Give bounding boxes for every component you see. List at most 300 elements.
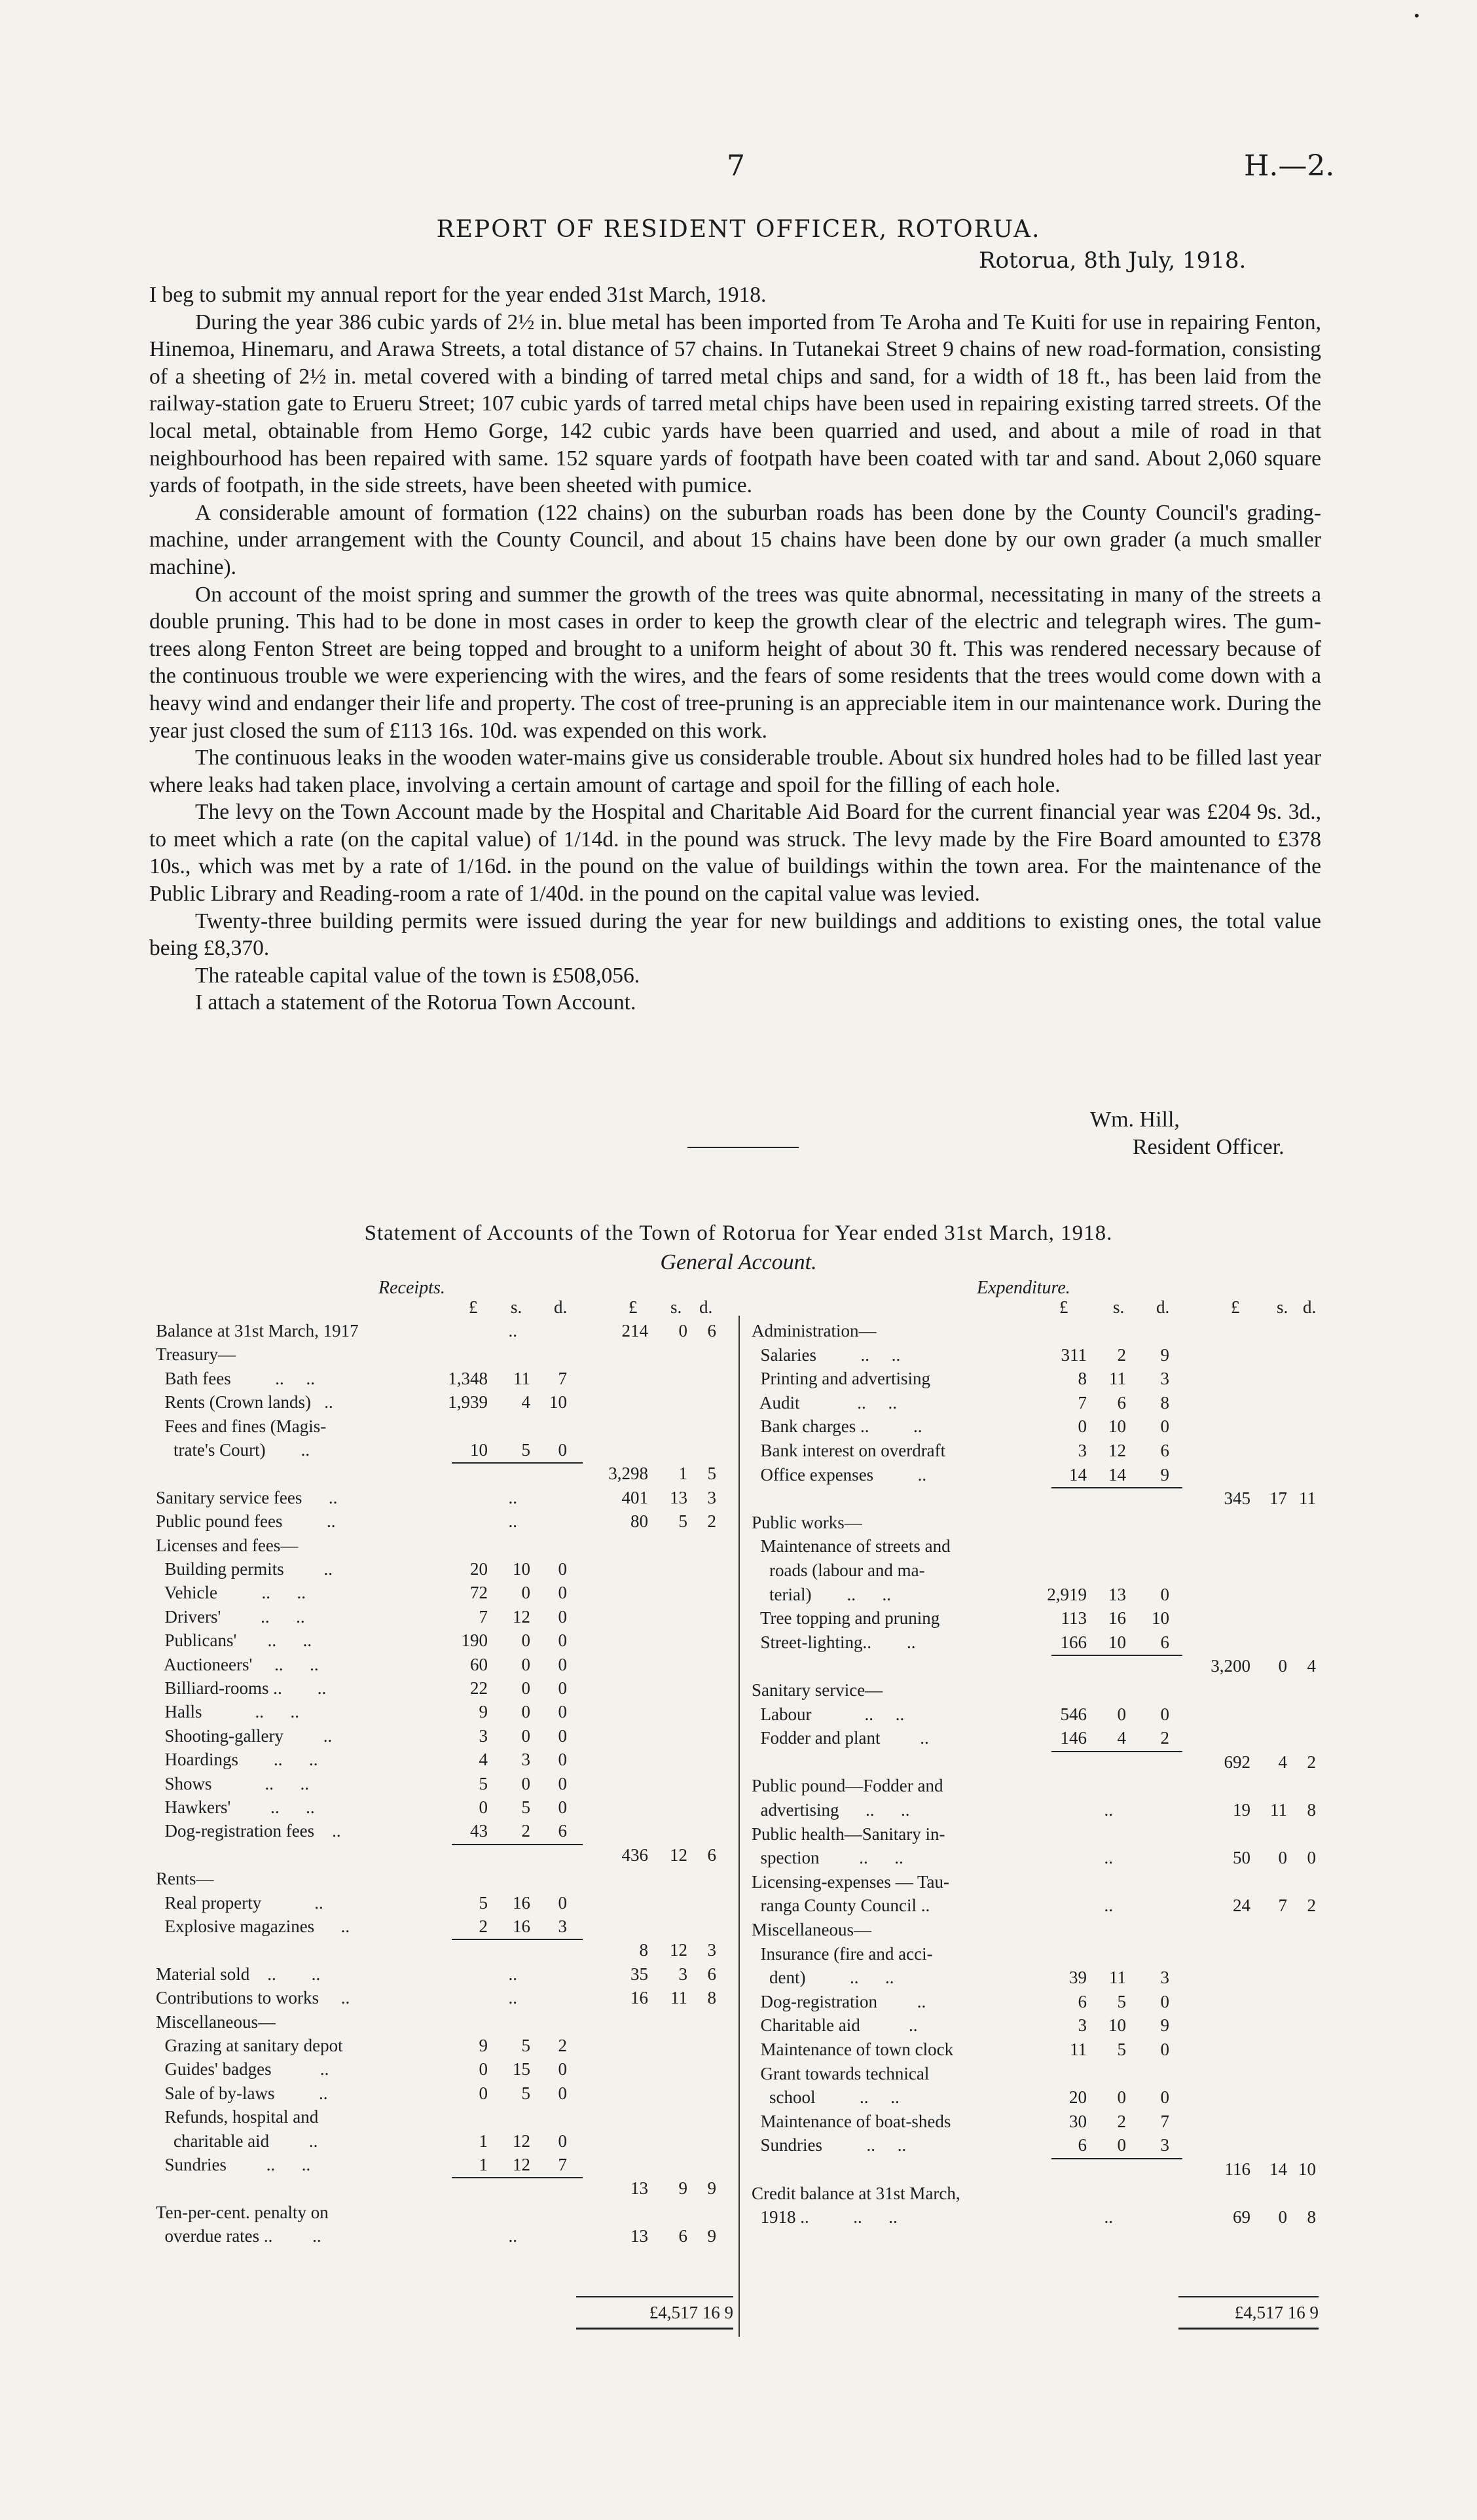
amount-shillings: 13 <box>1108 1584 1126 1604</box>
ledger-label: ranga County Council .. <box>752 1896 930 1916</box>
ledger-label: Balance at 31st March, 1917 <box>156 1321 359 1341</box>
total-pounds: 19 <box>1233 1800 1250 1820</box>
ledger-label: charitable aid .. <box>156 2131 318 2151</box>
amount-pence: 0 <box>1160 1584 1169 1604</box>
amount-pence: 7 <box>1160 2111 1169 2131</box>
ledger-label: Explosive magazines .. <box>156 1917 350 1936</box>
exp-shilling-header-2: s. <box>1277 1297 1288 1317</box>
total-shillings: 7 <box>1278 1896 1287 1916</box>
amount-pounds: 6 <box>1078 2135 1087 2155</box>
amount-shillings: 11 <box>513 1368 530 1388</box>
ledger-label: Audit .. .. <box>752 1392 898 1413</box>
ledger-label: Miscellaneous— <box>156 2011 276 2032</box>
ledger-label: Sale of by-laws .. <box>156 2083 328 2103</box>
receipts-total: £4,517 16 9 <box>649 2303 733 2322</box>
amount-pounds: 9 <box>479 1702 488 1722</box>
amount-shillings: 16 <box>513 1892 530 1913</box>
amount-shillings: 12 <box>513 2131 530 2151</box>
receipts-shilling-header: s. <box>511 1297 522 1317</box>
ledger-label: Sundries .. .. <box>752 2135 907 2155</box>
total-shillings: 11 <box>1270 1800 1287 1820</box>
total-pence: 2 <box>1307 1896 1316 1916</box>
ledger-label: Labour .. .. <box>752 1704 905 1724</box>
amount-pounds: 72 <box>470 1583 488 1603</box>
amount-pounds: 1,348 <box>448 1368 488 1388</box>
amount-shillings: 11 <box>1109 1968 1126 1988</box>
ledger-label: Office expenses .. <box>752 1464 927 1485</box>
ledger-label: Miscellaneous— <box>752 1920 871 1939</box>
ledger-label: Vehicle .. .. <box>156 1583 306 1603</box>
amount-pounds: 166 <box>1060 1632 1087 1652</box>
total-pounds: 35 <box>630 1964 648 1984</box>
ledger-label: spection .. .. <box>752 1848 903 1868</box>
ledger-label: Fodder and plant .. <box>752 1728 929 1748</box>
amount-shillings: 2 <box>1117 1344 1126 1365</box>
amount-shillings: 3 <box>521 1750 530 1770</box>
ledger-label: Real property .. <box>156 1892 323 1913</box>
amount-shillings: 5 <box>1117 2040 1126 2059</box>
total-shillings: 0 <box>678 1321 687 1341</box>
amount-pounds: 9 <box>479 2036 488 2055</box>
total-pence: 2 <box>1307 1752 1316 1772</box>
ledger-label: Maintenance of town clock <box>752 2040 954 2059</box>
amount-shillings: 0 <box>521 1678 530 1698</box>
amount-shillings: 10 <box>1108 1632 1126 1652</box>
ledger-label: Public works— <box>752 1512 862 1532</box>
amount-pounds: 1 <box>479 2155 488 2174</box>
amount-pence: 0 <box>558 1702 567 1722</box>
series-code: H.—2. <box>1244 149 1335 183</box>
paragraph: Twenty-three building permits were issued during the year for new buildings and additions to existing ones, the total value being £8,370. <box>149 909 1321 961</box>
amount-pounds: 190 <box>461 1630 488 1651</box>
ledger-label: 1918 .. .. .. <box>752 2207 898 2227</box>
subtotal-rule <box>1051 1655 1182 1656</box>
amount-shillings: 6 <box>1117 1392 1126 1413</box>
expenditure-total-rule-bottom <box>1178 2328 1319 2330</box>
amount-pence: 0 <box>558 2131 567 2151</box>
ledger-label: Public pound—Fodder and <box>752 1776 943 1796</box>
receipts-pence-header: d. <box>554 1297 568 1317</box>
total-shillings: 14 <box>1269 2159 1287 2179</box>
ledger-label: Material sold .. .. <box>156 1964 321 1984</box>
column-divider <box>738 1316 740 2337</box>
ledger-label: Tree topping and pruning <box>752 1608 940 1629</box>
paragraph: I beg to submit my annual report for the year ended 31st March, 1918. <box>149 283 767 307</box>
amount-pence: 2 <box>558 2036 567 2055</box>
amount-pounds: 546 <box>1060 1704 1087 1724</box>
amount-pence: 0 <box>558 1892 567 1913</box>
subtotal-rule <box>1051 1751 1182 1752</box>
amount-pounds: 11 <box>1070 2040 1087 2059</box>
ledger-label: Maintenance of streets and <box>752 1536 951 1557</box>
amount-pence: 0 <box>558 1630 567 1651</box>
amount-shillings: 0 <box>521 1583 530 1603</box>
amount-pence: 10 <box>549 1392 567 1413</box>
amount-pence: 7 <box>558 2155 567 2174</box>
ledger-label: Dog-registration .. <box>752 1991 926 2011</box>
total-pence: 8 <box>1307 1800 1316 1820</box>
ledger-label: Hoardings .. .. <box>156 1750 318 1770</box>
ledger-label: Licensing-expenses — Tau- <box>752 1871 950 1892</box>
amount-pence: 0 <box>558 2059 567 2079</box>
amount-pounds: 1,939 <box>448 1392 488 1413</box>
ledger-label: Grant towards technical <box>752 2063 930 2083</box>
amount-shillings: 4 <box>521 1392 530 1413</box>
amount-pounds: 6 <box>1078 1991 1087 2011</box>
amount-pence: 0 <box>558 2083 567 2103</box>
amount-pounds: 3 <box>479 1725 488 1746</box>
amount-shillings: 12 <box>513 1606 530 1627</box>
amount-pence: 7 <box>558 1368 567 1388</box>
amount-pence: 10 <box>1152 1608 1169 1629</box>
amount-shillings: 0 <box>521 1654 530 1674</box>
ditto-dots: .. <box>1104 2207 1113 2227</box>
ditto-dots: .. <box>1104 1848 1113 1868</box>
amount-shillings: 5 <box>521 2036 530 2055</box>
amount-shillings: 10 <box>1108 1416 1126 1437</box>
total-pence: 9 <box>707 2178 716 2199</box>
ledger-label: terial) .. .. <box>752 1584 891 1604</box>
ledger-label: Fees and fines (Magis- <box>156 1416 327 1436</box>
total-pounds: 3,200 <box>1211 1656 1250 1676</box>
total-pence: 9 <box>707 2226 716 2246</box>
paragraph: During the year 386 cubic yards of 2½ in. blue metal has been imported from Te Aroha and Te Kuiti for use in repairing Fenton, Hinemoa, Hinemaru, and Arawa Streets, a total distance of 57 chains. In Tutanekai Street 9 chains of new road-formation, consisting of a sheeting of 2½ in. metal covered with a binding of tarred metal chips and sand, for a width of 18 ft., has been laid from the railway-station gate to Erueru Street; 107 cubic yards of tarred metal chips have been used in repairing existing tarred streets. Of the local metal, obtainable from Hemo Gorge, 142 cubic yards have been quarried and used, and about a mile of road in that neighbourhood has been repaired with same. 152 square yards of footpath have been coated with tar and sand. About 2,060 square yards of footpath, in the side streets, have been sheeted with pumice. <box>149 310 1321 498</box>
amount-pounds: 0 <box>479 1797 488 1817</box>
receipts-heading: Receipts. <box>378 1278 445 1298</box>
ledger-label: Publicans' .. .. <box>156 1630 312 1651</box>
amount-shillings: 2 <box>521 1821 530 1841</box>
report-body <box>149 281 1321 1017</box>
ledger-label: Street-lighting.. .. <box>752 1632 916 1652</box>
ledger-label: Hawkers' .. .. <box>156 1797 315 1817</box>
total-pence: 8 <box>707 1988 716 2008</box>
place-date: Rotorua, 8th July, 1918. <box>979 247 1247 274</box>
amount-pounds: 22 <box>470 1678 488 1698</box>
amount-pence: 0 <box>1160 1991 1169 2011</box>
total-pence: 4 <box>1307 1656 1316 1676</box>
amount-pence: 8 <box>1160 1392 1169 1413</box>
amount-pence: 9 <box>1160 2015 1169 2036</box>
paragraph: The rateable capital value of the town is £508,056. <box>195 963 640 988</box>
ledger-label: Charitable aid .. <box>752 2015 918 2036</box>
ditto-dots: .. <box>508 1321 517 1341</box>
amount-pence: 6 <box>1160 1632 1169 1652</box>
total-pence: 3 <box>707 1487 716 1507</box>
amount-pence: 6 <box>1160 1441 1169 1460</box>
amount-pence: 3 <box>1160 1369 1169 1389</box>
amount-pence: 0 <box>558 1725 567 1746</box>
ledger-label: Licenses and fees— <box>156 1535 299 1555</box>
ledger-label: Salaries .. .. <box>752 1344 901 1365</box>
amount-pence: 0 <box>558 1678 567 1698</box>
ledger-label: Printing and advertising <box>752 1369 930 1389</box>
amount-shillings: 10 <box>513 1559 530 1579</box>
amount-shillings: 0 <box>521 1702 530 1722</box>
total-pence: 10 <box>1298 2159 1316 2179</box>
amount-pounds: 20 <box>470 1559 488 1579</box>
amount-shillings: 5 <box>521 2083 530 2103</box>
total-pence: 6 <box>707 1321 716 1341</box>
subtotal-rule <box>1051 2158 1182 2159</box>
signature-title: Resident Officer. <box>1133 1135 1285 1159</box>
amount-pounds: 2 <box>479 1917 488 1936</box>
total-shillings: 12 <box>670 1940 687 1960</box>
amount-pounds: 4 <box>479 1750 488 1770</box>
ledger-label: Dog-registration fees .. <box>156 1821 341 1841</box>
ledger-label: Rents— <box>156 1869 214 1889</box>
amount-pence: 0 <box>1160 2087 1169 2108</box>
exp-pound-header-2: £ <box>1231 1297 1240 1317</box>
total-pence: 2 <box>707 1511 716 1532</box>
exp-shilling-header: s. <box>1113 1297 1125 1317</box>
amount-shillings: 5 <box>521 1440 530 1460</box>
amount-shillings: 0 <box>521 1630 530 1651</box>
ditto-dots: .. <box>508 1487 517 1507</box>
amount-pence: 0 <box>558 1773 567 1793</box>
amount-pounds: 5 <box>479 1773 488 1793</box>
total-pence: 3 <box>707 1940 716 1960</box>
amount-pounds: 20 <box>1069 2087 1087 2108</box>
total-shillings: 4 <box>1278 1752 1287 1772</box>
ditto-dots: .. <box>508 1988 517 2008</box>
ledger-label: Contributions to works .. <box>156 1988 350 2008</box>
receipts-shilling-header-2: s. <box>670 1297 682 1317</box>
amount-pence: 3 <box>1160 1968 1169 1988</box>
total-pounds: 116 <box>1224 2159 1250 2179</box>
amount-pence: 6 <box>558 1821 567 1841</box>
amount-pence: 9 <box>1160 1344 1169 1365</box>
total-pence: 8 <box>1307 2207 1316 2227</box>
ditto-dots: .. <box>508 1511 517 1532</box>
total-pounds: 8 <box>639 1940 648 1960</box>
amount-shillings: 5 <box>521 1797 530 1817</box>
amount-pence: 0 <box>1160 1416 1169 1437</box>
total-shillings: 17 <box>1269 1488 1287 1509</box>
amount-pence: 0 <box>1160 2040 1169 2059</box>
amount-pence: 0 <box>558 1750 567 1770</box>
exp-pence-header-2: d. <box>1303 1297 1317 1317</box>
total-pounds: 345 <box>1224 1488 1250 1509</box>
ledger-label: dent) .. .. <box>752 1968 894 1988</box>
ledger-label: Bank interest on overdraft <box>752 1441 946 1460</box>
ditto-dots: .. <box>1104 1896 1113 1916</box>
total-pence: 0 <box>1307 1848 1316 1868</box>
amount-shillings: 15 <box>513 2059 530 2079</box>
ditto-dots: .. <box>508 2226 517 2246</box>
total-pounds: 69 <box>1233 2207 1250 2227</box>
amount-pence: 3 <box>558 1917 567 1936</box>
amount-shillings: 16 <box>1108 1608 1126 1629</box>
total-pounds: 13 <box>630 2226 648 2246</box>
amount-pence: 0 <box>558 1559 567 1579</box>
expenditure-total-rule-top <box>1178 2296 1319 2297</box>
statement-subheading: General Account. <box>660 1250 817 1274</box>
amount-pounds: 30 <box>1069 2111 1087 2131</box>
receipts-total-rule-bottom <box>576 2328 733 2330</box>
total-pounds: 24 <box>1233 1896 1250 1916</box>
total-pence: 5 <box>707 1464 716 1484</box>
total-shillings: 9 <box>678 2178 687 2199</box>
ledger-label: Shows .. .. <box>156 1773 310 1793</box>
total-shillings: 0 <box>1278 2207 1287 2227</box>
subtotal-rule <box>452 1939 583 1940</box>
amount-pence: 9 <box>1160 1464 1169 1485</box>
amount-pence: 0 <box>558 1606 567 1627</box>
subtotal-rule <box>1051 1487 1182 1488</box>
ledger-label: Sanitary service— <box>752 1680 883 1700</box>
total-pounds: 692 <box>1224 1752 1250 1772</box>
total-pounds: 13 <box>630 2178 648 2199</box>
total-shillings: 3 <box>678 1964 687 1984</box>
ledger-label: Building permits .. <box>156 1559 333 1579</box>
total-pounds: 80 <box>630 1511 648 1532</box>
amount-pounds: 7 <box>479 1606 488 1627</box>
total-shillings: 12 <box>670 1845 687 1865</box>
amount-pounds: 39 <box>1069 1968 1087 1988</box>
paragraph: A considerable amount of formation (122 chains) on the suburban roads has been done by the County Council's grading-machine, under arrangement with the County Council, and about 15 chains have been done by our own grader (a much smaller machine). <box>149 500 1321 579</box>
ledger-label: Insurance (fire and acci- <box>752 1943 933 1964</box>
ledger-label: Treasury— <box>156 1344 236 1365</box>
ledger-label: Credit balance at 31st March, <box>752 2183 960 2203</box>
total-shillings: 5 <box>678 1511 687 1532</box>
amount-pounds: 14 <box>1069 1464 1087 1485</box>
paragraph: The continuous leaks in the wooden water-mains give us considerable trouble. About six hundred holes had to be filled last year where leaks had taken place, involving a certain amount of cartage and spoil for the filling of each hole. <box>149 746 1321 797</box>
exp-pound-header: £ <box>1059 1297 1068 1317</box>
amount-pounds: 0 <box>1078 1416 1087 1437</box>
ledger-label: Billiard-rooms .. .. <box>156 1678 327 1698</box>
receipts-total-rule-top <box>576 2296 733 2297</box>
ledger-label: roads (labour and ma- <box>752 1560 925 1580</box>
paragraph: The levy on the Town Account made by the Hospital and Charitable Aid Board for the current financial year was £204 9s. 3d., to meet which a rate (on the capital value) of 1/14d. in the pound was struck. The levy made by the Fire Board amounted to £378 10s., which was met by a rate of 1/16d. in the pound on the value of buildings within the town area. For the maintenance of the Public Library and Reading-room a rate of 1/40d. in the pound on the capital value was levied. <box>149 800 1321 907</box>
amount-shillings: 0 <box>521 1773 530 1793</box>
paragraph: On account of the moist spring and summer the growth of the trees was quite abnormal, necessitating in many of the streets a double pruning. This had to be done in most cases in order to keep the growth clear of the electric and telegraph wires. The gum-trees along Fenton Street are being topped and brought to a uniform height of about 30 ft. This was rendered necessary because of the continuous trouble we were experiencing with the wires, and the fears of some residents that the trees would come down with a heavy wind and endanger their life and property. The cost of tree-pruning is an appreciable item in our maintenance work. During the year just closed the sum of £113 16s. 10d. was expended on this work. <box>149 582 1321 743</box>
report-title: REPORT OF RESIDENT OFFICER, ROTORUA. <box>436 216 1041 243</box>
amount-pounds: 0 <box>479 2059 488 2079</box>
amount-pounds: 60 <box>470 1654 488 1674</box>
paragraph: I attach a statement of the Rotorua Town Account. <box>195 990 636 1015</box>
ledger-label: Drivers' .. .. <box>156 1606 305 1627</box>
total-shillings: 13 <box>670 1487 687 1507</box>
expenditure-heading: Expenditure. <box>977 1278 1070 1298</box>
ledger-label: Sanitary service fees .. <box>156 1487 338 1507</box>
amount-pence: 2 <box>1160 1728 1169 1748</box>
ledger-label: Grazing at sanitary depot <box>156 2036 343 2055</box>
amount-pounds: 5 <box>479 1892 488 1913</box>
signature-name: Wm. Hill, <box>1090 1107 1180 1132</box>
amount-shillings: 16 <box>513 1917 530 1936</box>
signature-rule <box>687 1147 799 1148</box>
total-pence: 6 <box>707 1845 716 1865</box>
expenditure-total: £4,517 16 9 <box>1234 2303 1319 2322</box>
amount-shillings: 4 <box>1117 1728 1126 1748</box>
total-pounds: 3,298 <box>608 1464 648 1484</box>
ledger-label: school .. .. <box>752 2087 900 2108</box>
amount-pence: 0 <box>558 1440 567 1460</box>
amount-shillings: 2 <box>1117 2111 1126 2131</box>
ledger-label: Auctioneers' .. .. <box>156 1654 319 1674</box>
total-pounds: 401 <box>621 1487 648 1507</box>
subtotal-rule <box>452 1844 583 1845</box>
total-pence: 11 <box>1299 1488 1316 1509</box>
total-pounds: 50 <box>1233 1848 1250 1868</box>
page-mark: • <box>1413 8 1421 24</box>
ledger-label: Bath fees .. .. <box>156 1368 315 1388</box>
total-shillings: 1 <box>678 1464 687 1484</box>
statement-heading: Statement of Accounts of the Town of Rotorua for Year ended 31st March, 1918. <box>364 1221 1113 1245</box>
amount-pounds: 0 <box>479 2083 488 2103</box>
ledger-label: Ten-per-cent. penalty on <box>156 2202 329 2222</box>
receipts-pound-header: £ <box>469 1297 478 1317</box>
ledger-label: Shooting-gallery .. <box>156 1725 333 1746</box>
amount-shillings: 14 <box>1108 1464 1126 1485</box>
total-pounds: 214 <box>621 1321 648 1341</box>
total-pence: 6 <box>707 1964 716 1984</box>
amount-shillings: 0 <box>521 1725 530 1746</box>
amount-shillings: 12 <box>513 2155 530 2174</box>
amount-shillings: 11 <box>1109 1369 1126 1389</box>
ledger-label: Rents (Crown lands) .. <box>156 1392 333 1413</box>
amount-shillings: 0 <box>1117 1704 1126 1724</box>
amount-pounds: 43 <box>470 1821 488 1841</box>
ledger-label: advertising .. .. <box>752 1800 910 1820</box>
ledger-label: Public health—Sanitary in- <box>752 1824 945 1844</box>
total-shillings: 6 <box>678 2226 687 2246</box>
page-number: 7 <box>727 149 745 183</box>
amount-pounds: 3 <box>1078 1441 1087 1460</box>
amount-pounds: 7 <box>1078 1392 1087 1413</box>
amount-pounds: 2,919 <box>1047 1584 1087 1604</box>
ledger-label: overdue rates .. .. <box>156 2226 321 2246</box>
amount-pounds: 146 <box>1060 1728 1087 1748</box>
ledger-label: trate's Court) .. <box>156 1440 310 1460</box>
amount-pence: 0 <box>558 1583 567 1603</box>
receipts-pound-header-2: £ <box>629 1297 638 1317</box>
amount-pounds: 311 <box>1061 1344 1087 1365</box>
ledger-label: Refunds, hospital and <box>156 2107 319 2127</box>
receipts-pence-header-2: d. <box>699 1297 713 1317</box>
amount-pounds: 3 <box>1078 2015 1087 2036</box>
amount-pence: 0 <box>558 1654 567 1674</box>
amount-pence: 0 <box>558 1797 567 1817</box>
ditto-dots: .. <box>508 1964 517 1984</box>
total-shillings: 11 <box>670 1988 687 2008</box>
amount-pence: 3 <box>1160 2135 1169 2155</box>
amount-pounds: 1 <box>479 2131 488 2151</box>
ledger-label: Sundries .. .. <box>156 2155 311 2174</box>
ledger-label: Maintenance of boat-sheds <box>752 2111 951 2131</box>
amount-shillings: 10 <box>1108 2015 1126 2036</box>
exp-pence-header: d. <box>1156 1297 1170 1317</box>
subtotal-rule <box>452 2177 583 2178</box>
ledger-label: Guides' badges .. <box>156 2059 329 2079</box>
amount-pounds: 8 <box>1078 1369 1087 1389</box>
ledger-label: Bank charges .. .. <box>752 1416 922 1437</box>
amount-shillings: 0 <box>1117 2087 1126 2108</box>
amount-shillings: 12 <box>1108 1441 1126 1460</box>
total-shillings: 0 <box>1278 1656 1287 1676</box>
ledger-label: Public pound fees .. <box>156 1511 336 1532</box>
ledger-label: Halls .. .. <box>156 1702 299 1722</box>
amount-pence: 0 <box>1160 1704 1169 1724</box>
ditto-dots: .. <box>1104 1800 1113 1820</box>
total-pounds: 436 <box>621 1845 648 1865</box>
amount-pounds: 113 <box>1061 1608 1087 1629</box>
amount-shillings: 5 <box>1117 1991 1126 2011</box>
ledger-label: Administration— <box>752 1321 877 1341</box>
total-pounds: 16 <box>630 1988 648 2008</box>
total-shillings: 0 <box>1278 1848 1287 1868</box>
subtotal-rule <box>452 1462 583 1464</box>
